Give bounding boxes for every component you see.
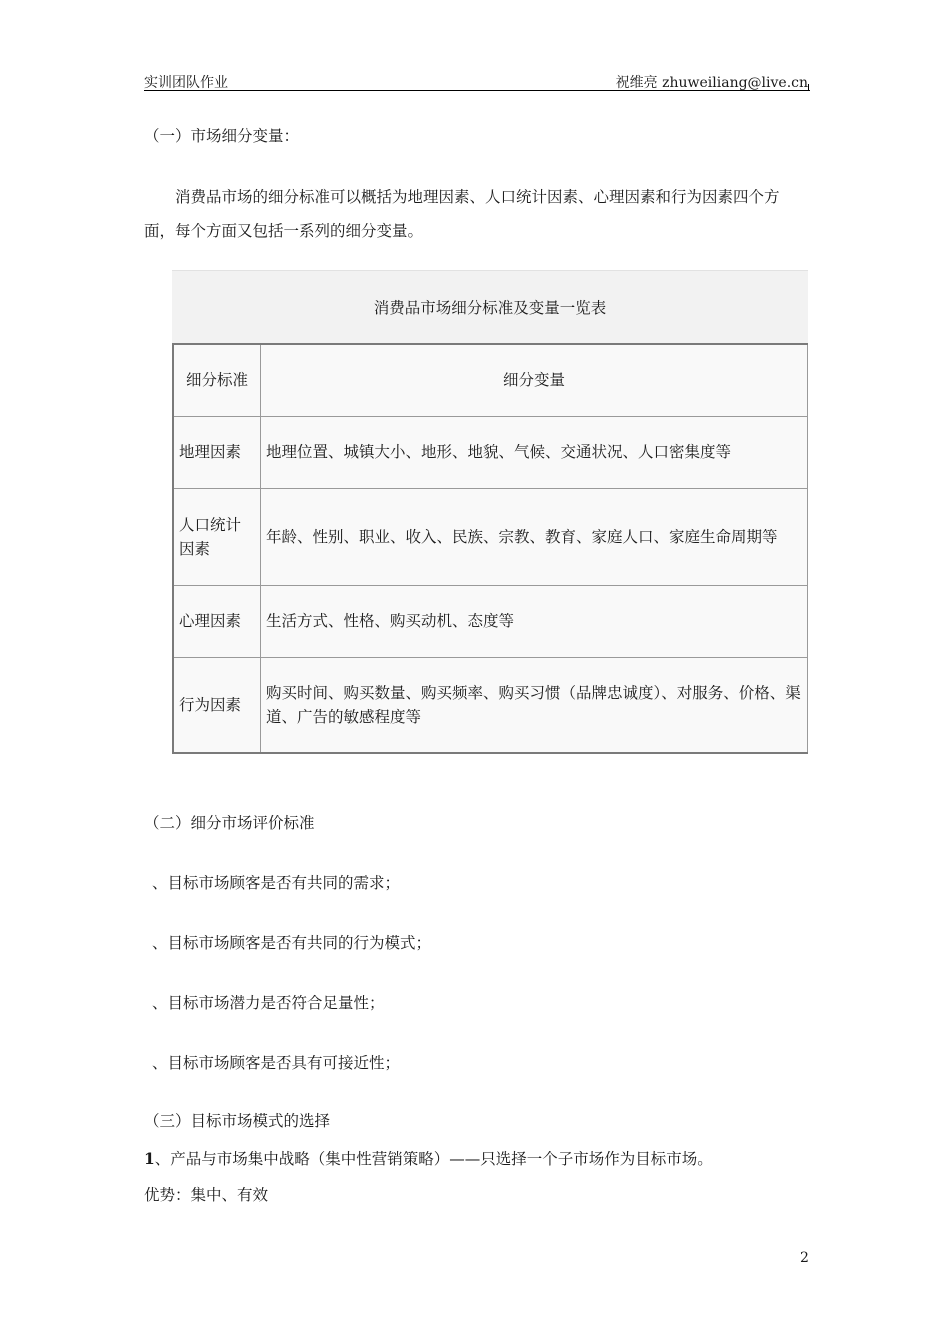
- table-cell-criterion: 心理因素: [173, 585, 261, 657]
- strategy-line: [144, 1147, 713, 1169]
- table-cell-criterion: 行为因素: [173, 657, 261, 753]
- page-number: 2: [800, 1250, 809, 1266]
- table-header-cell: 细分变量: [261, 344, 808, 416]
- header-right-text: 祝维亮 zhuweiliang@live.cn: [615, 75, 808, 91]
- table-row: [173, 488, 808, 585]
- header-divider-tick: [808, 84, 809, 91]
- table-row: [173, 657, 808, 753]
- criteria-list-item: 、目标市场潜力是否符合足量性；: [152, 994, 385, 1012]
- table-cell-variables: 购买时间、购买数量、购买频率、购买习惯（品牌忠诚度）、对服务、价格、渠道、广告的敏感程度等: [261, 657, 808, 753]
- segmentation-table-grid: [172, 343, 808, 754]
- section-1-paragraph: 消费品市场的细分标准可以概括为地理因素、人口统计因素、心理因素和行为因素四个方面，每个方面又包括一系列的细分变量。: [144, 188, 780, 240]
- table-cell-criterion: 地理因素: [173, 416, 261, 488]
- table-cell-variables: 生活方式、性格、购买动机、态度等: [261, 585, 808, 657]
- table-cell-variables: 地理位置、城镇大小、地形、地貌、气候、交通状况、人口密集度等: [261, 416, 808, 488]
- table-row: [173, 416, 808, 488]
- criteria-list-item: 、目标市场顾客是否有共同的需求；: [152, 874, 401, 892]
- table-cell-variables: 年龄、性别、职业、收入、民族、宗教、教育、家庭人口、家庭生命周期等: [261, 488, 808, 585]
- advantage-line: 优势：集中、有效: [144, 1186, 269, 1204]
- section-2-title: （二）细分市场评价标准: [144, 814, 315, 832]
- table-caption: 消费品市场细分标准及变量一览表: [172, 270, 808, 343]
- section-3-title: （三）目标市场模式的选择: [144, 1112, 331, 1130]
- segmentation-table: [172, 270, 808, 754]
- table-header-cell: 细分标准: [173, 344, 261, 416]
- header-left-text: 实训团队作业: [144, 75, 228, 91]
- table-header-row: [173, 344, 808, 416]
- section-1-title: （一）市场细分变量：: [144, 127, 300, 145]
- strategy-text: 、产品与市场集中战略（集中性营销策略）——只选择一个子市场作为目标市场。: [154, 1150, 713, 1168]
- criteria-list-item: 、目标市场顾客是否有共同的行为模式；: [152, 934, 432, 952]
- table-cell-criterion: 人口统计因素: [173, 488, 261, 585]
- strategy-number: 1: [144, 1149, 155, 1168]
- table-row: [173, 585, 808, 657]
- criteria-list-item: 、目标市场顾客是否具有可接近性；: [152, 1054, 401, 1072]
- header-divider: [144, 90, 810, 91]
